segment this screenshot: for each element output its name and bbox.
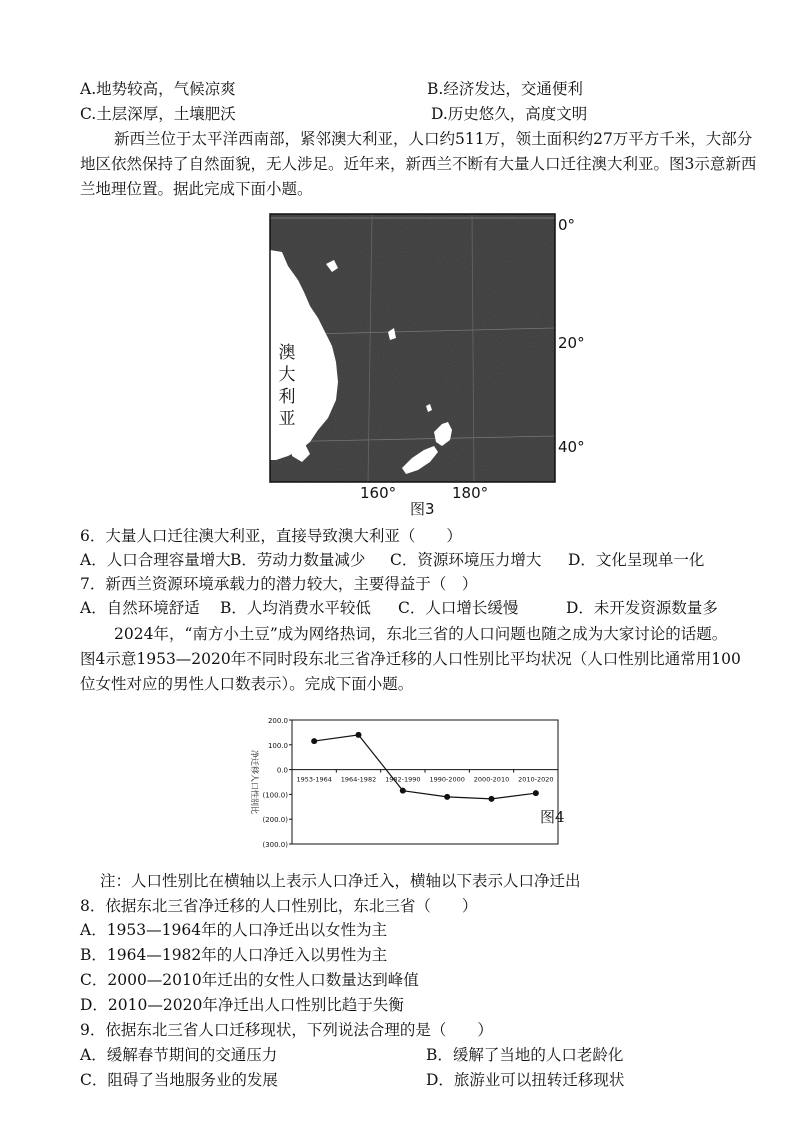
x-tick-label: 1964-1982 [340, 775, 377, 784]
q9-stem: 9．依据东北三省人口迁移现状，下列说法合理的是（ ） [80, 1021, 493, 1039]
q7-option-c: C．人口增长缓慢 [398, 599, 519, 617]
q8-option-c: C．2000—2010年迁出的女性人口数量达到峰值 [80, 971, 419, 989]
data-point [356, 732, 362, 738]
ne-intro-line-2: 图4示意1953—2020年不同时段东北三省净迁移的人口性别比平均状况（人口性别比通常用100 [80, 650, 741, 668]
q6-option-d: D．文化呈现单一化 [568, 551, 705, 569]
q8-stem: 8．依据东北三省净迁移的人口性别比，东北三省（ ） [80, 897, 478, 915]
net-migration-sex-ratio-chart [240, 712, 590, 862]
q9-option-a: A．缓解春节期间的交通压力 [80, 1046, 278, 1064]
data-point [400, 788, 406, 794]
q7-option-d: D．未开发资源数量多 [566, 599, 718, 617]
series-line [314, 735, 536, 799]
q9-option-d: D．旅游业可以扭转迁移现状 [426, 1071, 625, 1089]
q9-option-c: C．阻碍了当地服务业的发展 [80, 1071, 278, 1089]
nz-intro-line-2: 地区依然保持了自然面貌，无人涉足。近年来，新西兰不断有大量人口迁往澳大利亚。图3示意新西 [80, 155, 757, 173]
y-tick-label: (300.0) [262, 841, 288, 849]
australia-label-4: 亚 [278, 409, 296, 429]
y-tick-label: (200.0) [262, 816, 288, 825]
ne-intro-line-1: 2024年，“南方小土豆”成为网络热词，东北三省的人口问题也随之成为大家讨论的话题。 [114, 625, 728, 643]
australia-label-3: 利 [278, 387, 296, 407]
australia-label-2: 大 [278, 365, 296, 385]
q8-option-d: D．2010—2020年净迁出人口性别比趋于失衡 [80, 996, 404, 1014]
chart-caption: 图4 [540, 808, 565, 826]
q6-stem: 6．大量人口迁往澳大利亚，直接导致澳大利亚（ ） [80, 527, 462, 545]
q6-option-a: A．人口合理容量增大 [80, 551, 231, 569]
nz-intro-line-1: 新西兰位于太平洋西南部，紧邻澳大利亚，人口约511万，领土面积约27万平方千米，大部分 [114, 130, 753, 148]
lon-label-180: 180° [452, 484, 489, 502]
q7-stem: 7．新西兰资源环境承载力的潜力较大，主要得益于（ ） [80, 575, 478, 593]
data-point [489, 796, 495, 802]
data-point [311, 738, 317, 744]
lat-label-0: 0° [558, 216, 576, 234]
data-point [444, 794, 450, 800]
y-axis-label: 净迁移人口性别比 [250, 750, 259, 814]
y-tick-label: 0.0 [276, 766, 288, 775]
data-point [533, 790, 539, 796]
q7-option-a: A．自然环境舒适 [80, 599, 200, 617]
lon-label-160: 160° [360, 484, 397, 502]
y-tick-label: 100.0 [267, 741, 288, 750]
y-tick-label: (100.0) [262, 791, 288, 800]
q5-option-a: A.地势较高，气候凉爽 [80, 80, 236, 98]
q7-option-b: B．人均消费水平较低 [220, 599, 371, 617]
q9-option-b: B．缓解了当地的人口老龄化 [426, 1046, 624, 1064]
q6-option-c: C．资源环境压力增大 [390, 551, 542, 569]
nz-intro-line-3: 兰地理位置。据此完成下面小题。 [80, 180, 313, 198]
australia-label-1: 澳 [278, 343, 296, 363]
x-tick-label: 2010-2020 [518, 775, 554, 784]
lat-label-20: 20° [558, 334, 585, 352]
q6-option-b: B．劳动力数量减少 [230, 551, 366, 569]
x-tick-label: 1990-2000 [429, 775, 465, 784]
lat-label-40: 40° [558, 438, 585, 456]
chart-note: 注：人口性别比在横轴以上表示人口净迁入，横轴以下表示人口净迁出 [100, 872, 581, 890]
x-tick-label: 1982-1990 [385, 775, 421, 784]
q5-option-c: C.土层深厚，土壤肥沃 [80, 105, 236, 123]
nz-location-map [262, 210, 592, 522]
q8-option-a: A．1953—1964年的人口净迁出以女性为主 [80, 921, 388, 939]
map-caption: 图3 [410, 500, 435, 518]
q5-option-b: B.经济发达，交通便利 [427, 80, 583, 98]
q8-option-b: B．1964—1982年的人口净迁入以男性为主 [80, 946, 388, 964]
y-tick-label: 200.0 [267, 717, 288, 725]
x-tick-label: 2000-2010 [473, 775, 510, 784]
ne-intro-line-3: 位女性对应的男性人口数表示）。完成下面小题。 [80, 675, 414, 693]
x-tick-label: 1953-1964 [296, 775, 332, 784]
q5-option-d: D.历史悠久，高度文明 [431, 105, 588, 123]
